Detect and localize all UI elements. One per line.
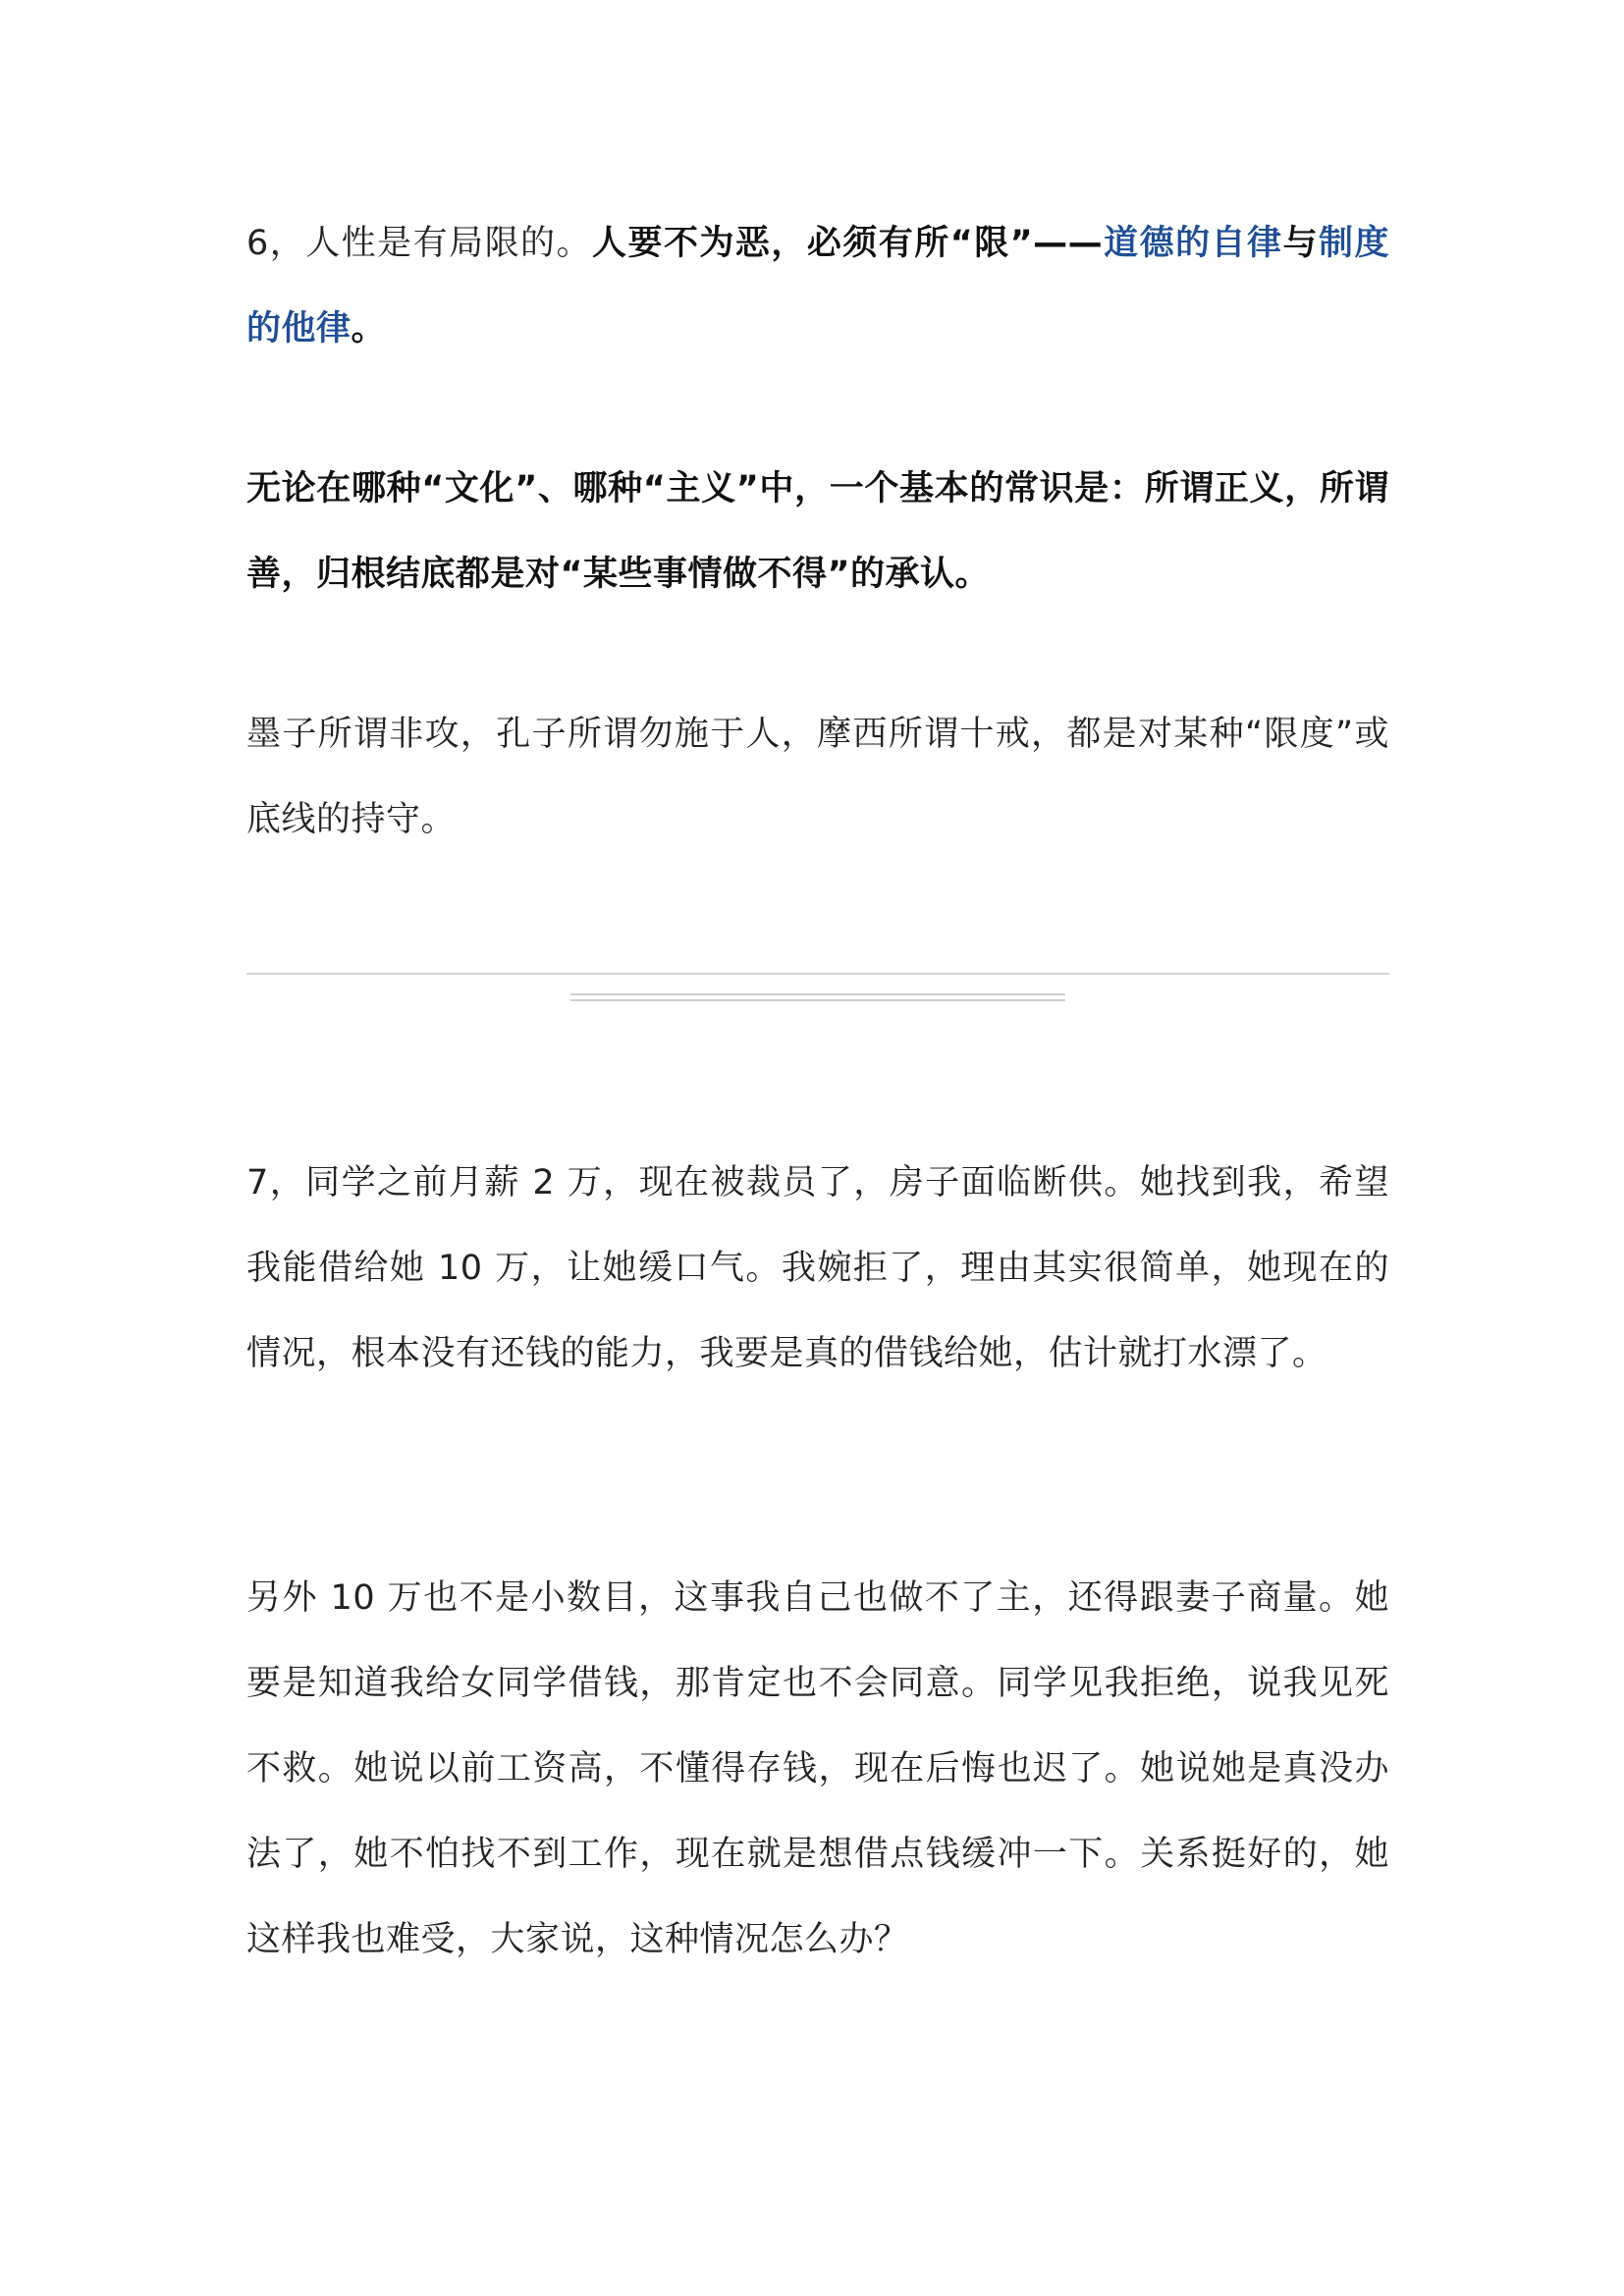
- section-divider-double-line: [570, 993, 1065, 1001]
- section-6-period-text: 。: [351, 309, 387, 348]
- section-6-conjunction-text: 与: [1282, 224, 1319, 263]
- self-discipline-link[interactable]: 道德的自律: [1103, 224, 1283, 263]
- section-6-intro-text: 6，人性是有局限的。: [246, 224, 592, 263]
- section-7-paragraph-2: 另外 10 万也不是小数目，这事我自己也做不了主，还得跟妻子商量。她要是知道我给女同学借钱，那肯定也不会同意。同学见我拒绝，说我见死不救。她说以前工资高，不懂得存钱，现在后悔也迟了。她说她是真没办法了，她不怕找不到工作，现在就是想借点钱缓冲一下。关系挺好的，她这样我也难受，大家说，这种情况怎么办？: [246, 1578, 1389, 1959]
- section-6-bold-paragraph: 无论在哪种“文化”、哪种“主义”中，一个基本的常识是：所谓正义，所谓善，归根结底都是对“某些事情做不得”的承认。: [246, 469, 1389, 594]
- section-7-paragraph-1: 7，同学之前月薪 2 万，现在被裁员了，房子面临断供。她找到我，希望我能借给她 10 万，让她缓口气。我婉拒了，理由其实很简单，她现在的情况，根本没有还钱的能力，我要是真的借钱给她，估计就打水漂了。: [246, 1163, 1389, 1373]
- section-6-paragraph-3: 墨子所谓非攻，孔子所谓勿施于人，摩西所谓十戒，都是对某种“限度”或底线的持守。: [246, 715, 1389, 839]
- institutional-discipline-link[interactable]: 制度的他律: [246, 224, 1389, 348]
- section-divider-line: [246, 973, 1389, 975]
- section-6-heading-paragraph: [246, 201, 1389, 372]
- section-6-bold-text: 人要不为恶，必须有所“限”——: [592, 224, 1104, 263]
